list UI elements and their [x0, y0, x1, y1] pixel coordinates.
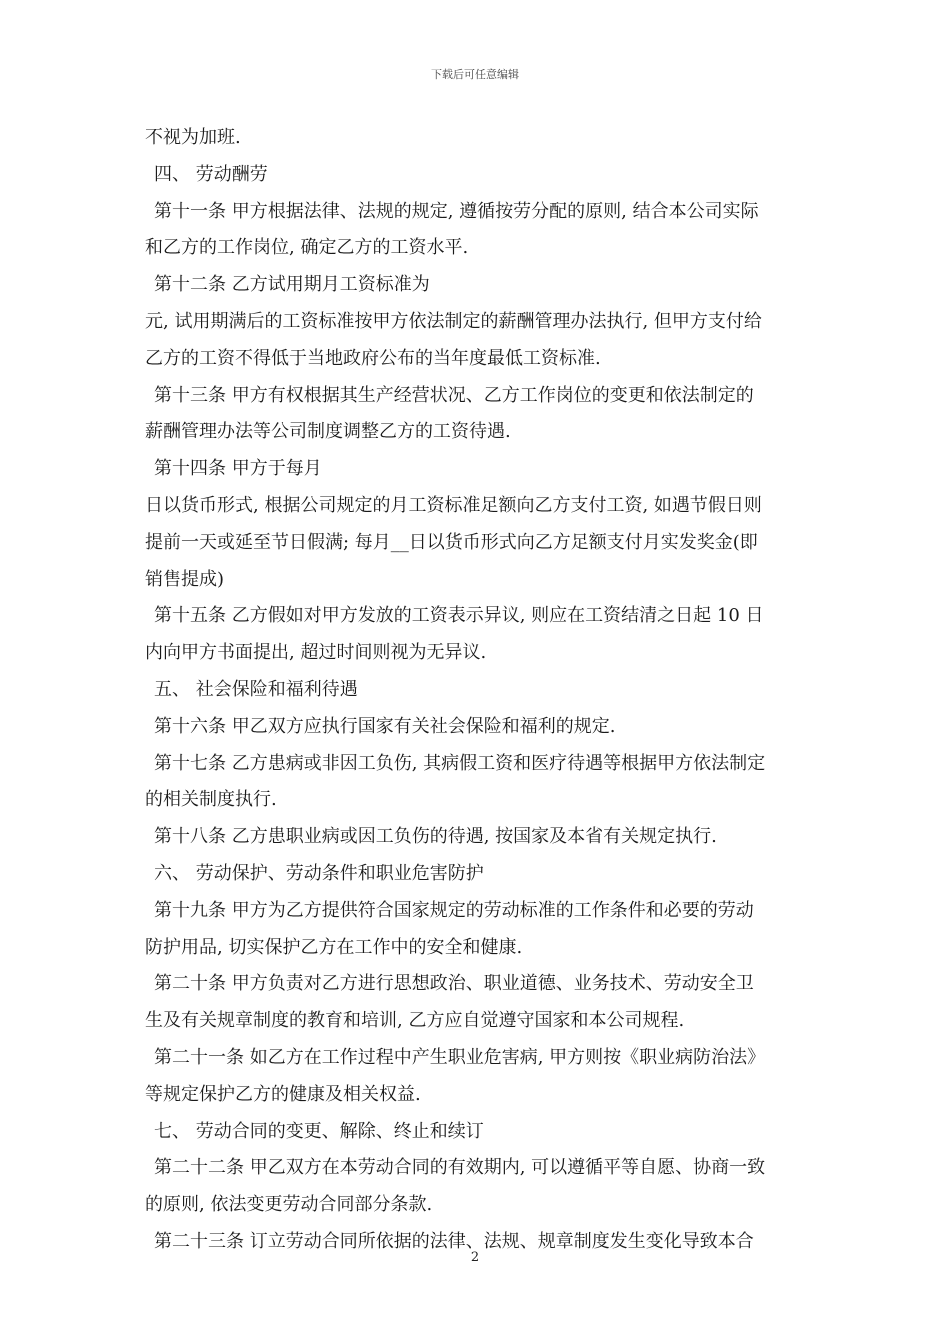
text-line: 内向甲方书面提出, 超过时间则视为无异议. — [145, 642, 487, 664]
text-line: 四、 劳动酬劳 — [154, 163, 268, 185]
text-line: 第二十条 甲方负责对乙方进行思想政治、职业道德、业务技术、劳动安全卫 — [154, 973, 754, 995]
text-line: 第十二条 乙方试用期月工资标准为 — [154, 274, 430, 296]
text-line: 的原则, 依法变更劳动合同部分条款. — [145, 1194, 433, 1216]
document-body — [145, 120, 805, 1261]
text-line: 的相关制度执行. — [145, 789, 277, 811]
page-number: 2 — [470, 1250, 480, 1265]
text-line: 生及有关规章制度的教育和培训, 乙方应自觉遵守国家和本公司规程. — [145, 1010, 685, 1032]
text-line: 五、 社会保险和福利待遇 — [154, 678, 358, 700]
text-line: 乙方的工资不得低于当地政府公布的当年度最低工资标准. — [145, 347, 601, 369]
text-line: 第二十一条 如乙方在工作过程中产生职业危害病, 甲方则按《职业病防治法》 — [154, 1046, 766, 1068]
text-line: 第十八条 乙方患职业病或因工负伤的待遇, 按国家及本省有关规定执行. — [154, 826, 717, 848]
text-line: 第十三条 甲方有权根据其生产经营状况、乙方工作岗位的变更和依法制定的 — [154, 384, 754, 406]
text-line: 提前一天或延至节日假满; 每月__日以货币形式向乙方足额支付月实发奖金(即 — [145, 531, 758, 553]
text-line: 日以货币形式, 根据公司规定的月工资标准足额向乙方支付工资, 如遇节假日则 — [145, 494, 762, 516]
text-line: 第二十三条 订立劳动合同所依据的法律、法规、规章制度发生变化导致本合 — [154, 1230, 754, 1252]
text-line: 和乙方的工作岗位, 确定乙方的工资水平. — [145, 237, 469, 259]
page-header: 下载后可任意编辑 — [431, 68, 519, 81]
text-line: 销售提成) — [145, 568, 225, 590]
text-line: 不视为加班. — [145, 127, 241, 148]
text-line: 第十六条 甲乙双方应执行国家有关社会保险和福利的规定. — [154, 715, 616, 737]
text-line: 元, 试用期满后的工资标准按甲方依法制定的薪酬管理办法执行, 但甲方支付给 — [145, 310, 762, 332]
text-line: 第十五条 乙方假如对甲方发放的工资表示异议, 则应在工资结清之日起 10 日 — [154, 605, 764, 627]
text-line: 等规定保护乙方的健康及相关权益. — [145, 1083, 421, 1105]
text-line: 第十四条 甲方于每月 — [154, 458, 322, 480]
text-line: 七、 劳动合同的变更、解除、终止和续订 — [154, 1120, 484, 1142]
text-line: 防护用品, 切实保护乙方在工作中的安全和健康. — [145, 936, 523, 958]
text-line: 第十七条 乙方患病或非因工负伤, 其病假工资和医疗待遇等根据甲方依法制定 — [154, 752, 766, 774]
text-line: 六、 劳动保护、劳动条件和职业危害防护 — [154, 862, 484, 884]
text-line: 第二十二条 甲乙双方在本劳动合同的有效期内, 可以遵循平等自愿、协商一致 — [154, 1157, 766, 1179]
text-line: 第十九条 甲方为乙方提供符合国家规定的劳动标准的工作条件和必要的劳动 — [154, 899, 754, 921]
text-line: 第十一条 甲方根据法律、法规的规定, 遵循按劳分配的原则, 结合本公司实际 — [154, 200, 759, 222]
text-line: 薪酬管理办法等公司制度调整乙方的工资待遇. — [145, 421, 511, 443]
